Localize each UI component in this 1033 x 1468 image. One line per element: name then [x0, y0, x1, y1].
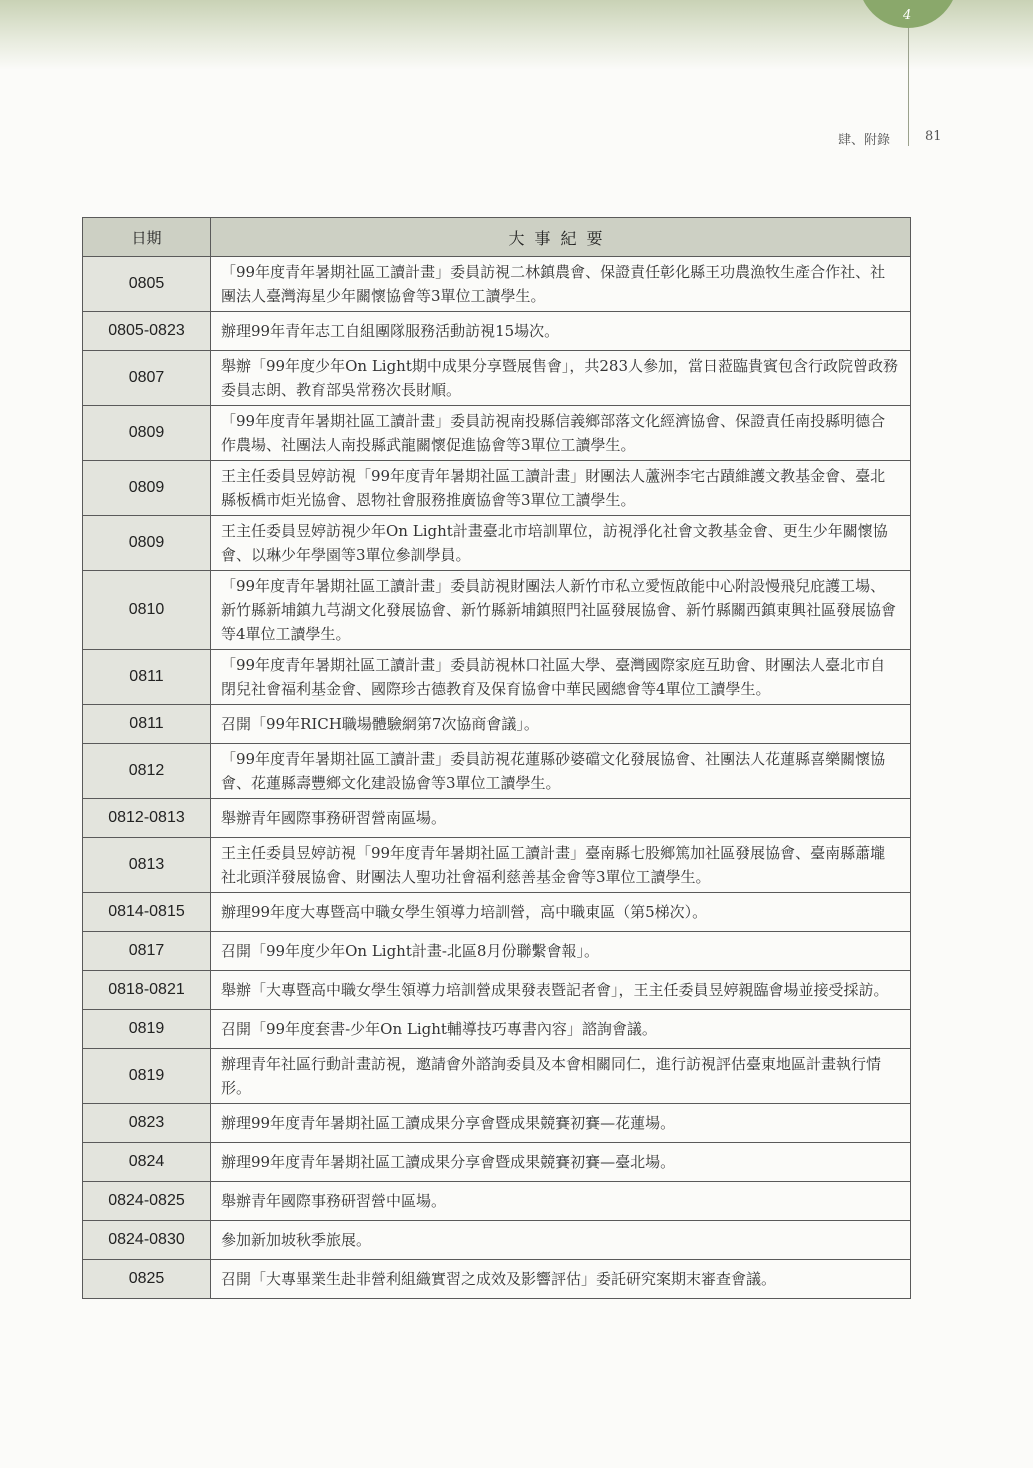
- event-description: 召開「大專畢業生赴非營利組織實習之成效及影響評估」委託研究案期末審查會議。: [211, 1260, 911, 1299]
- event-date: 0819: [83, 1049, 211, 1104]
- event-date: 0819: [83, 1010, 211, 1049]
- event-date: 0824-0825: [83, 1182, 211, 1221]
- table-row: [83, 257, 911, 312]
- table-row: [83, 1182, 911, 1221]
- event-description: 「99年度青年暑期社區工讀計畫」委員訪視二林鎮農會、保證責任彰化縣王功農漁牧生產合作社、社團法人臺灣海星少年關懷協會等3單位工讀學生。: [211, 257, 911, 312]
- table-row: [83, 1221, 911, 1260]
- event-date: 0809: [83, 516, 211, 571]
- event-date: 0825: [83, 1260, 211, 1299]
- event-date: 0805: [83, 257, 211, 312]
- table-row: [83, 516, 911, 571]
- event-description: 參加新加坡秋季旅展。: [211, 1221, 911, 1260]
- event-date: 0811: [83, 650, 211, 705]
- event-description: 召開「99年度套書-少年On Light輔導技巧專書內容」諮詢會議。: [211, 1010, 911, 1049]
- date-column-header: 日期: [83, 218, 211, 257]
- section-title: 肆、附錄: [838, 133, 891, 148]
- event-date: 0813: [83, 838, 211, 893]
- event-description: 「99年度青年暑期社區工讀計畫」委員訪視林口社區大學、臺灣國際家庭互助會、財團法人臺北市自閉兒社會福利基金會、國際珍古德教育及保育協會中華民國總會等4單位工讀學生。: [211, 650, 911, 705]
- table-row: [83, 799, 911, 838]
- page-number: 81: [925, 129, 942, 144]
- event-date: 0812: [83, 744, 211, 799]
- events-table: [82, 217, 911, 1299]
- event-description: 舉辦青年國際事務研習營南區場。: [211, 799, 911, 838]
- event-description: 辦理99年度青年暑期社區工讀成果分享會暨成果競賽初賽—花蓮場。: [211, 1104, 911, 1143]
- event-date: 0824: [83, 1143, 211, 1182]
- table-row: [83, 1260, 911, 1299]
- table-row: [83, 893, 911, 932]
- event-description: 舉辦青年國際事務研習營中區場。: [211, 1182, 911, 1221]
- table-row: [83, 461, 911, 516]
- events-column-header: 大事紀要: [211, 218, 911, 257]
- event-date: 0824-0830: [83, 1221, 211, 1260]
- table-row: [83, 971, 911, 1010]
- event-date: 0807: [83, 351, 211, 406]
- table-header-row: [83, 218, 911, 257]
- event-description: 辦理99年度大專暨高中職女學生領導力培訓營，高中職東區（第5梯次）。: [211, 893, 911, 932]
- table-row: [83, 1104, 911, 1143]
- event-date: 0812-0813: [83, 799, 211, 838]
- event-description: 舉辦「99年度少年On Light期中成果分享暨展售會」，共283人參加，當日蒞臨貴賓包含行政院曾政務委員志朗、教育部吳常務次長財順。: [211, 351, 911, 406]
- event-description: 王主任委員昱婷訪視少年On Light計畫臺北市培訓單位，訪視淨化社會文教基金會、更生少年關懷協會、以琳少年學園等3單位參訓學員。: [211, 516, 911, 571]
- event-description: 王主任委員昱婷訪視「99年度青年暑期社區工讀計畫」臺南縣七股鄉篤加社區發展協會、臺南縣蕭壠社北頭洋發展協會、財團法人聖功社會福利慈善基金會等3單位工讀學生。: [211, 838, 911, 893]
- table-row: [83, 406, 911, 461]
- event-description: 王主任委員昱婷訪視「99年度青年暑期社區工讀計畫」財團法人蘆洲李宅古蹟維護文教基金會、臺北縣板橋市炬光協會、恩物社會服務推廣協會等3單位工讀學生。: [211, 461, 911, 516]
- table-row: [83, 312, 911, 351]
- event-date: 0818-0821: [83, 971, 211, 1010]
- table-row: [83, 351, 911, 406]
- event-description: 召開「99年RICH職場體驗網第7次協商會議」。: [211, 705, 911, 744]
- header-divider-line: [908, 28, 909, 146]
- chapter-tab-number: 4: [903, 8, 912, 23]
- event-description: 辦理99年青年志工自組團隊服務活動訪視15場次。: [211, 312, 911, 351]
- event-description: 舉辦「大專暨高中職女學生領導力培訓營成果發表暨記者會」，王主任委員昱婷親臨會場並接受採訪。: [211, 971, 911, 1010]
- event-description: 「99年度青年暑期社區工讀計畫」委員訪視花蓮縣砂婆礑文化發展協會、社團法人花蓮縣喜樂關懷協會、花蓮縣壽豐鄉文化建設協會等3單位工讀學生。: [211, 744, 911, 799]
- event-date: 0805-0823: [83, 312, 211, 351]
- event-description: 「99年度青年暑期社區工讀計畫」委員訪視南投縣信義鄉部落文化經濟協會、保證責任南投縣明德合作農場、社團法人南投縣武龍關懷促進協會等3單位工讀學生。: [211, 406, 911, 461]
- event-date: 0823: [83, 1104, 211, 1143]
- table-row: [83, 932, 911, 971]
- event-description: 召開「99年度少年On Light計畫-北區8月份聯繫會報」。: [211, 932, 911, 971]
- event-date: 0809: [83, 461, 211, 516]
- event-description: 「99年度青年暑期社區工讀計畫」委員訪視財團法人新竹市私立愛恆啟能中心附設慢飛兒庇護工場、新竹縣新埔鎮九芎湖文化發展協會、新竹縣新埔鎮照門社區發展協會、新竹縣關西鎮東興社區發展協會等4單位工讀學生。: [211, 571, 911, 650]
- event-date: 0810: [83, 571, 211, 650]
- event-description: 辦理青年社區行動計畫訪視，邀請會外諮詢委員及本會相關同仁，進行訪視評估臺東地區計畫執行情形。: [211, 1049, 911, 1104]
- event-description: 辦理99年度青年暑期社區工讀成果分享會暨成果競賽初賽—臺北場。: [211, 1143, 911, 1182]
- table-row: [83, 650, 911, 705]
- event-date: 0809: [83, 406, 211, 461]
- event-date: 0811: [83, 705, 211, 744]
- event-date: 0814-0815: [83, 893, 211, 932]
- table-row: [83, 744, 911, 799]
- table-row: [83, 571, 911, 650]
- event-date: 0817: [83, 932, 211, 971]
- table-row: [83, 1010, 911, 1049]
- table-row: [83, 838, 911, 893]
- table-row: [83, 705, 911, 744]
- table-row: [83, 1143, 911, 1182]
- table-row: [83, 1049, 911, 1104]
